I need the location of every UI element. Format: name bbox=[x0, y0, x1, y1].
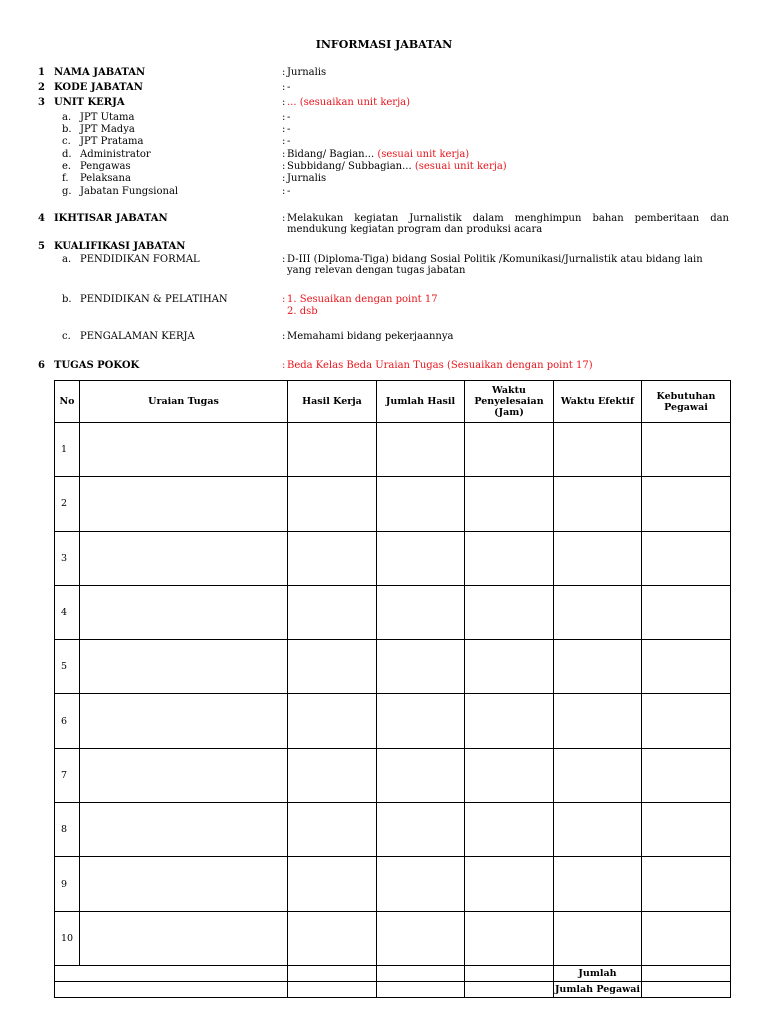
table-header-row bbox=[55, 381, 731, 423]
tugas-table bbox=[54, 380, 731, 998]
item-letter: a. bbox=[62, 112, 72, 123]
section-label-ikhtisar-jabatan: IKHTISAR JABATAN bbox=[54, 213, 168, 224]
colon: : bbox=[282, 331, 286, 342]
row-number: 10 bbox=[55, 911, 80, 965]
item-label: JPT Pratama bbox=[80, 136, 144, 147]
colon: : bbox=[282, 173, 286, 184]
cell[interactable] bbox=[288, 803, 377, 857]
cell[interactable] bbox=[80, 531, 288, 585]
cell[interactable] bbox=[465, 803, 554, 857]
cell[interactable] bbox=[642, 531, 731, 585]
item-letter: a. bbox=[62, 254, 72, 265]
header-jumlah-hasil: Jumlah Hasil bbox=[377, 381, 465, 423]
cell[interactable] bbox=[80, 640, 288, 694]
cell[interactable] bbox=[554, 531, 642, 585]
cell[interactable] bbox=[554, 911, 642, 965]
item-value-text: Bidang/ Bagian... bbox=[287, 149, 375, 160]
item-value: - bbox=[287, 112, 291, 123]
item-letter: f. bbox=[62, 173, 69, 184]
item-label: JPT Madya bbox=[80, 124, 135, 135]
section-number: 4 bbox=[38, 213, 45, 224]
item-value bbox=[287, 149, 469, 161]
item-value bbox=[287, 161, 507, 173]
cell bbox=[288, 965, 377, 981]
cell[interactable] bbox=[465, 585, 554, 639]
section-label-nama-jabatan: NAMA JABATAN bbox=[54, 67, 146, 78]
colon: : bbox=[282, 360, 286, 371]
cell[interactable] bbox=[465, 694, 554, 748]
header-line: Penyelesaian bbox=[474, 396, 544, 407]
item-label: Administrator bbox=[80, 149, 151, 160]
jumlah-pegawai-value-cell[interactable] bbox=[642, 981, 731, 997]
cell bbox=[55, 965, 288, 981]
cell[interactable] bbox=[288, 694, 377, 748]
unit-kerja-value: ... (sesuaikan unit kerja) bbox=[287, 97, 411, 108]
section-number: 5 bbox=[38, 241, 45, 252]
cell[interactable] bbox=[80, 748, 288, 802]
kode-jabatan-value: - bbox=[287, 82, 291, 93]
cell[interactable] bbox=[288, 585, 377, 639]
section-label-tugas-pokok: TUGAS POKOK bbox=[54, 360, 140, 371]
section-number: 6 bbox=[38, 360, 45, 371]
cell[interactable] bbox=[554, 857, 642, 911]
cell[interactable] bbox=[642, 857, 731, 911]
pengalaman-kerja-value: Memahami bidang pekerjaannya bbox=[287, 331, 454, 342]
table-row bbox=[55, 423, 731, 477]
cell[interactable] bbox=[377, 911, 465, 965]
row-number: 3 bbox=[55, 531, 80, 585]
header-line: Pegawai bbox=[664, 401, 708, 413]
table-row bbox=[55, 694, 731, 748]
table-row bbox=[55, 640, 731, 694]
row-number: 2 bbox=[55, 477, 80, 531]
cell[interactable] bbox=[80, 911, 288, 965]
cell[interactable] bbox=[642, 640, 731, 694]
cell[interactable] bbox=[465, 911, 554, 965]
row-number: 1 bbox=[55, 423, 80, 477]
cell[interactable] bbox=[554, 585, 642, 639]
item-value: Jurnalis bbox=[287, 173, 327, 184]
cell[interactable] bbox=[642, 803, 731, 857]
section-label-kode-jabatan: KODE JABATAN bbox=[54, 82, 143, 93]
item-label: Pengawas bbox=[80, 161, 131, 172]
item-letter: d. bbox=[62, 149, 72, 160]
cell[interactable] bbox=[465, 477, 554, 531]
cell[interactable] bbox=[465, 640, 554, 694]
cell bbox=[288, 981, 377, 997]
section-number: 3 bbox=[38, 97, 45, 108]
cell[interactable] bbox=[465, 531, 554, 585]
colon: : bbox=[282, 254, 286, 265]
cell[interactable] bbox=[288, 748, 377, 802]
item-note: (sesuai unit kerja) bbox=[377, 149, 470, 160]
cell[interactable] bbox=[642, 748, 731, 802]
header-line: Kebutuhan bbox=[656, 390, 716, 402]
item-letter: b. bbox=[62, 124, 72, 135]
cell[interactable] bbox=[554, 803, 642, 857]
table-row bbox=[55, 477, 731, 531]
colon: : bbox=[282, 67, 286, 78]
nama-jabatan-value: Jurnalis bbox=[287, 67, 327, 78]
cell[interactable] bbox=[80, 477, 288, 531]
pendidikan-pelatihan-label: PENDIDIKAN & PELATIHAN bbox=[80, 294, 228, 305]
table-row bbox=[55, 857, 731, 911]
header-kebutuhan-pegawai bbox=[642, 381, 731, 423]
colon: : bbox=[282, 124, 286, 135]
cell[interactable] bbox=[80, 694, 288, 748]
cell[interactable] bbox=[642, 585, 731, 639]
item-label: JPT Utama bbox=[80, 112, 135, 123]
cell[interactable] bbox=[377, 531, 465, 585]
cell bbox=[377, 981, 465, 997]
item-label: Pelaksana bbox=[80, 173, 131, 184]
colon: : bbox=[282, 294, 286, 305]
row-number: 8 bbox=[55, 803, 80, 857]
table-row bbox=[55, 531, 731, 585]
table-row bbox=[55, 803, 731, 857]
cell[interactable] bbox=[465, 857, 554, 911]
colon: : bbox=[282, 82, 286, 93]
item-value-text: Subbidang/ Subbagian... bbox=[287, 161, 412, 172]
item-letter: e. bbox=[62, 161, 72, 172]
section-label-unit-kerja: UNIT KERJA bbox=[54, 97, 125, 108]
table-row bbox=[55, 748, 731, 802]
cell[interactable] bbox=[80, 803, 288, 857]
cell[interactable] bbox=[554, 694, 642, 748]
cell[interactable] bbox=[554, 423, 642, 477]
item-letter: c. bbox=[62, 331, 71, 342]
cell[interactable] bbox=[288, 423, 377, 477]
colon: : bbox=[282, 112, 286, 123]
cell[interactable] bbox=[288, 640, 377, 694]
header-no: No bbox=[55, 381, 80, 423]
jumlah-pegawai-label: Jumlah Pegawai bbox=[554, 981, 642, 997]
jumlah-label: Jumlah bbox=[554, 965, 642, 981]
item-label: Jabatan Fungsional bbox=[80, 186, 179, 197]
header-waktu-efektif: Waktu Efektif bbox=[554, 381, 642, 423]
item-letter: g. bbox=[62, 186, 72, 197]
colon: : bbox=[282, 149, 286, 160]
cell[interactable] bbox=[642, 911, 731, 965]
cell[interactable] bbox=[80, 857, 288, 911]
tugas-pokok-value: Beda Kelas Beda Uraian Tugas (Sesuaikan dengan point 17) bbox=[287, 360, 593, 371]
cell[interactable] bbox=[377, 423, 465, 477]
section-number: 1 bbox=[38, 67, 45, 78]
pelatihan-line-1: 1. Sesuaikan dengan point 17 bbox=[287, 294, 438, 305]
header-uraian-tugas: Uraian Tugas bbox=[80, 381, 288, 423]
header-line: Waktu bbox=[492, 385, 526, 396]
item-letter: b. bbox=[62, 294, 72, 305]
item-letter: c. bbox=[62, 136, 71, 147]
cell[interactable] bbox=[288, 857, 377, 911]
pengalaman-kerja-label: PENGALAMAN KERJA bbox=[80, 331, 195, 342]
colon: : bbox=[282, 161, 286, 172]
cell[interactable] bbox=[377, 640, 465, 694]
cell[interactable] bbox=[642, 477, 731, 531]
cell[interactable] bbox=[288, 531, 377, 585]
colon: : bbox=[282, 213, 286, 224]
item-value: - bbox=[287, 124, 291, 135]
cell[interactable] bbox=[377, 477, 465, 531]
cell bbox=[377, 965, 465, 981]
table-footer-row bbox=[55, 981, 731, 997]
item-value: - bbox=[287, 136, 291, 147]
colon: : bbox=[282, 186, 286, 197]
cell[interactable] bbox=[288, 911, 377, 965]
cell[interactable] bbox=[80, 585, 288, 639]
ikhtisar-jabatan-value: Melakukan kegiatan Jurnalistik dalam menghimpun bahan pemberitaan dan mendukung kegiatan program dan produksi acara bbox=[287, 213, 729, 235]
cell bbox=[55, 981, 288, 997]
cell[interactable] bbox=[377, 694, 465, 748]
pendidikan-formal-label: PENDIDIKAN FORMAL bbox=[80, 254, 200, 265]
cell[interactable] bbox=[554, 640, 642, 694]
cell[interactable] bbox=[80, 423, 288, 477]
cell bbox=[465, 981, 554, 997]
header-waktu-penyelesaian bbox=[465, 381, 554, 423]
cell[interactable] bbox=[642, 694, 731, 748]
cell[interactable] bbox=[377, 585, 465, 639]
cell bbox=[465, 965, 554, 981]
row-number: 9 bbox=[55, 857, 80, 911]
cell[interactable] bbox=[642, 423, 731, 477]
page-title: INFORMASI JABATAN bbox=[315, 38, 453, 51]
table-row bbox=[55, 585, 731, 639]
cell[interactable] bbox=[554, 477, 642, 531]
cell[interactable] bbox=[554, 748, 642, 802]
cell[interactable] bbox=[465, 423, 554, 477]
cell[interactable] bbox=[377, 803, 465, 857]
pendidikan-formal-value: D-III (Diploma-Tiga) bidang Sosial Politik /Komunikasi/Jurnalistik atau bidang lain yang relevan dengan tugas jabatan bbox=[287, 254, 703, 276]
table-row bbox=[55, 911, 731, 965]
row-number: 7 bbox=[55, 748, 80, 802]
table-footer-row bbox=[55, 965, 731, 981]
cell[interactable] bbox=[377, 748, 465, 802]
cell[interactable] bbox=[377, 857, 465, 911]
header-hasil-kerja: Hasil Kerja bbox=[288, 381, 377, 423]
section-label-kualifikasi-jabatan: KUALIFIKASI JABATAN bbox=[54, 241, 186, 252]
item-value: - bbox=[287, 186, 291, 197]
jumlah-value-cell[interactable] bbox=[642, 965, 731, 981]
header-line: (Jam) bbox=[494, 407, 524, 418]
colon: : bbox=[282, 136, 286, 147]
row-number: 4 bbox=[55, 585, 80, 639]
row-number: 6 bbox=[55, 694, 80, 748]
row-number: 5 bbox=[55, 640, 80, 694]
pelatihan-line-2: 2. dsb bbox=[287, 306, 318, 317]
cell[interactable] bbox=[465, 748, 554, 802]
section-number: 2 bbox=[38, 82, 45, 93]
cell[interactable] bbox=[288, 477, 377, 531]
colon: : bbox=[282, 97, 286, 108]
item-note: (sesuai unit kerja) bbox=[414, 161, 507, 172]
